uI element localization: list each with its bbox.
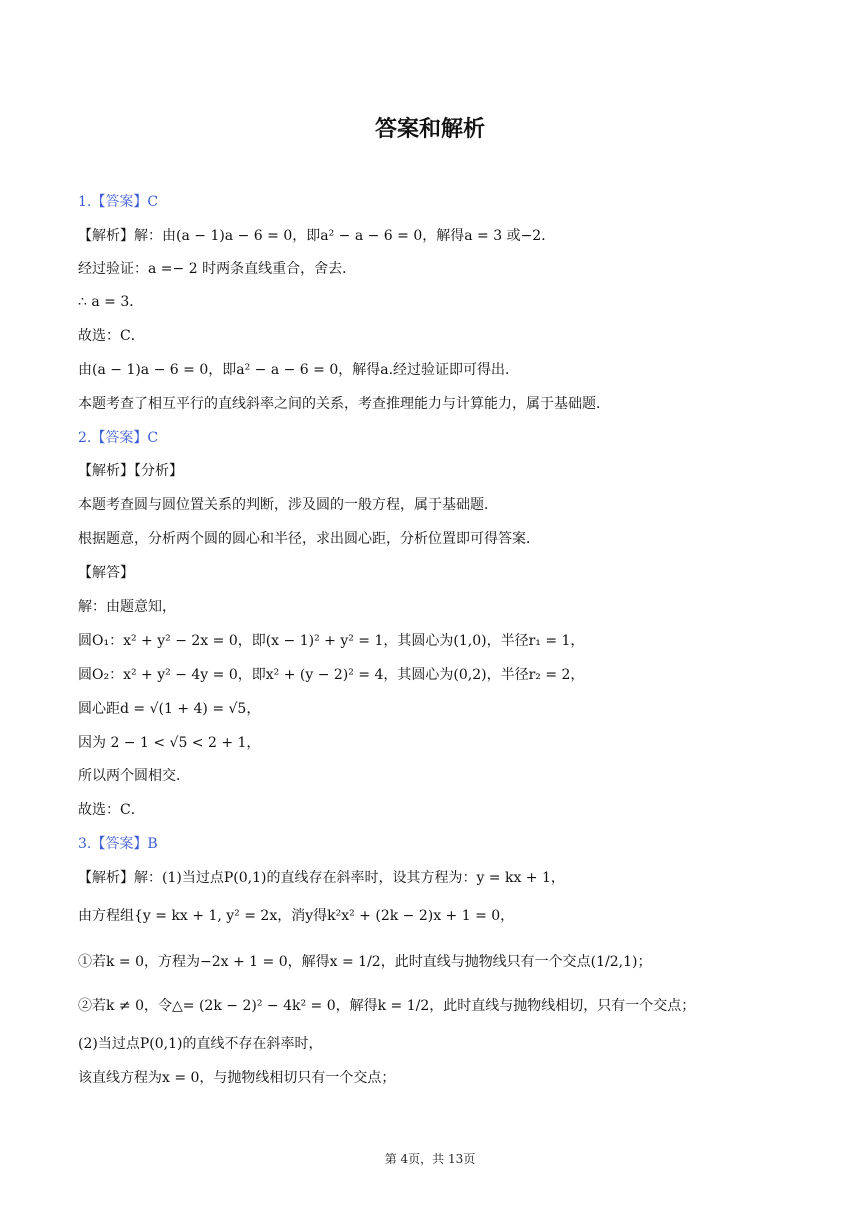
analysis-1-line-2: 经过验证：a =− 2 时两条直线重合，舍去．: [78, 261, 357, 277]
analysis-2-line-7: 圆O₂：x² + y² − 4y = 0，即x² + (y − 2)² = 4，其圆心为(0,2)，半径r₂ = 2，: [78, 667, 585, 683]
analysis-3-line-3: ①若k = 0，方程为−2x + 1 = 0，解得x = 1/2，此时直线与抛物线只有一个交点(1/2,1)；: [78, 954, 652, 970]
answer-1-heading: 1.【答案】C: [78, 194, 159, 210]
analysis-2-line-9: 因为 2 − 1 < √5 < 2 + 1，: [78, 735, 261, 751]
page-footer: 第 4页，共 13页: [384, 1152, 476, 1166]
analysis-2-line-8: 圆心距d = √(1 + 4) = √5，: [78, 701, 261, 717]
analysis-2-line-2: 本题考查圆与圆位置关系的判断，涉及圆的一般方程，属于基础题．: [78, 497, 498, 513]
page-title: 答案和解析: [374, 117, 485, 142]
analysis-1-line-6: 本题考查了相互平行的直线斜率之间的关系，考查推理能力与计算能力，属于基础题．: [78, 396, 610, 412]
analysis-2-line-10: 所以两个圆相交．: [78, 768, 190, 784]
analysis-3-line-5: (2)当过点P(0,1)的直线不存在斜率时，: [78, 1036, 323, 1052]
analysis-2-line-11: 故选：C．: [78, 802, 145, 818]
analysis-1-line-3: ∴ a = 3．: [78, 294, 144, 310]
analysis-2-line-6: 圆O₁：x² + y² − 2x = 0，即(x − 1)² + y² = 1，其圆心为(1,0)，半径r₁ = 1，: [78, 633, 585, 649]
analysis-1-line-5: 由(a − 1)a − 6 = 0，即a² − a − 6 = 0，解得a.经过验证即可得出．: [78, 362, 520, 378]
analysis-2-line-3: 根据题意，分析两个圆的圆心和半径，求出圆心距，分析位置即可得答案．: [78, 531, 540, 547]
analysis-1-line-4: 故选：C．: [78, 328, 145, 344]
analysis-2-line-1: 【解析】【分析】: [78, 463, 183, 479]
analysis-3-line-4: ②若k ≠ 0，令△= (2k − 2)² − 4k² = 0，解得k = 1/2，此时直线与抛物线相切，只有一个交点；: [78, 998, 696, 1014]
analysis-1-line-1: 【解析】解：由(a − 1)a − 6 = 0，即a² − a − 6 = 0，解得a = 3 或−2．: [78, 228, 556, 244]
answer-2-heading: 2.【答案】C: [78, 430, 159, 446]
analysis-2-line-4: 【解答】: [78, 565, 134, 581]
analysis-3-line-2: 由方程组{y = kx + 1, y² = 2x，消y得k²x² + (2k − 2)x + 1 = 0，: [78, 908, 515, 924]
analysis-2-line-5: 解：由题意知，: [78, 599, 176, 615]
answer-3-heading: 3.【答案】B: [78, 836, 158, 852]
analysis-3-line-6: 该直线方程为x = 0，与抛物线相切只有一个交点；: [78, 1070, 396, 1086]
analysis-3-line-1: 【解析】解：(1)当过点P(0,1)的直线存在斜率时，设其方程为：y = kx + 1，: [78, 870, 565, 886]
